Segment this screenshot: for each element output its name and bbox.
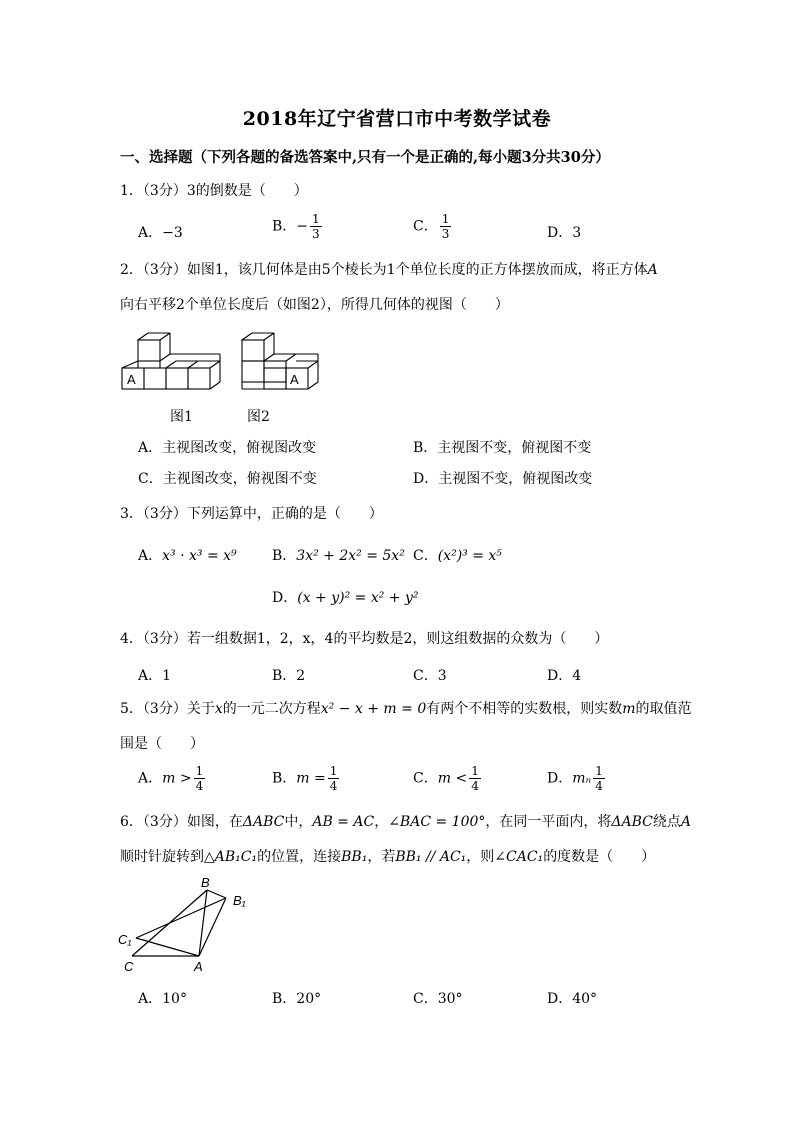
q6-option-a — [138, 988, 187, 1008]
option-prefix: m < — [437, 770, 468, 787]
question-score: （3分） — [142, 183, 187, 199]
question-text: 的度数是（ — [543, 849, 614, 865]
math-equation: ∠BAC = 100° — [388, 814, 486, 830]
section-heading: 一、选择题（下列各题的备选答案中,只有一个是正确的,每小题3分共30分） — [120, 149, 610, 166]
option-value: 20° — [296, 991, 322, 1007]
q3-option-a — [138, 545, 237, 565]
option-label: C． — [138, 471, 163, 487]
question-text: 向右平移2个单位长度后（如图2），所得几何体的视图（ — [120, 297, 467, 313]
fraction-denominator: 3 — [441, 227, 450, 241]
option-label: D． — [547, 991, 573, 1007]
option-value: 3x² + 2x² = 5x² — [296, 548, 405, 564]
fraction — [593, 765, 605, 792]
question-3 — [120, 503, 383, 523]
q6-option-b — [272, 988, 321, 1008]
question-text: 下列运算中，正确的是（ — [186, 506, 341, 522]
q2-option-b — [413, 437, 591, 457]
option-value: 10° — [162, 991, 187, 1007]
option-value: 主视图不变，俯视图不变 — [437, 440, 592, 456]
question-text: 关于 — [186, 701, 215, 717]
option-label: C． — [413, 991, 438, 1007]
q5-option-d — [547, 765, 605, 792]
triangle-figure — [112, 876, 272, 976]
question-2-line-1 — [120, 259, 658, 279]
q5-option-b — [272, 765, 339, 792]
math-segment: BB₁ — [341, 849, 368, 865]
question-score: （3分） — [142, 631, 187, 647]
question-score: （3分） — [142, 506, 187, 522]
question-text: 的位置，连接 — [257, 849, 342, 865]
option-value: 1 — [162, 668, 172, 684]
question-text: 的取值范 — [635, 701, 692, 717]
triangle-labels — [118, 876, 246, 974]
question-text: ，若 — [367, 849, 396, 865]
option-label: A． — [138, 770, 163, 787]
option-value: 主视图改变，俯视图改变 — [162, 440, 317, 456]
option-value: (x²)³ = x⁵ — [437, 548, 502, 564]
question-number: 2． — [120, 262, 143, 278]
question-4 — [120, 628, 608, 648]
q6-option-d — [547, 988, 597, 1008]
option-label: B． — [272, 991, 297, 1007]
option-label: C． — [413, 548, 438, 564]
question-close: ） — [641, 849, 656, 865]
label-a: A — [194, 959, 203, 974]
question-6-line-1 — [120, 811, 691, 831]
question-number: 4． — [120, 631, 143, 647]
fraction-numerator: 1 — [471, 764, 479, 778]
question-close: ） — [190, 736, 204, 752]
option-label: D． — [413, 471, 439, 487]
figure-1-cubes — [122, 333, 220, 389]
q3-option-d — [272, 587, 419, 607]
math-variable: A — [647, 262, 658, 278]
question-2-line-2 — [120, 294, 509, 314]
q4-option-b — [272, 665, 305, 685]
question-6-line-2 — [120, 846, 655, 866]
option-prefix: mₙ — [572, 770, 592, 787]
option-label: C． — [413, 218, 438, 235]
fraction-numerator: 1 — [595, 764, 603, 778]
question-close: ） — [594, 631, 609, 647]
fraction-denominator: 3 — [312, 227, 320, 241]
option-value: 40° — [572, 991, 598, 1007]
figure-1-caption: 图1 — [170, 409, 193, 425]
option-label: D． — [547, 668, 573, 684]
option-prefix: m = — [296, 770, 326, 787]
question-close: ） — [293, 183, 308, 199]
figure-2-cubes — [242, 333, 318, 389]
fraction-denominator: 4 — [595, 779, 603, 793]
option-label: B． — [272, 548, 297, 564]
option-value: 30° — [437, 991, 463, 1007]
question-number: 1． — [120, 183, 143, 199]
fraction — [310, 213, 322, 240]
fraction-denominator: 4 — [329, 779, 338, 793]
question-text: 有两个不相等的实数根，则实数 — [426, 701, 623, 717]
question-5-line-1 — [120, 698, 692, 718]
label-c: C — [124, 959, 134, 974]
option-label: A． — [138, 548, 163, 564]
question-score: （3分） — [142, 262, 187, 278]
q6-option-c — [413, 988, 463, 1008]
question-close: ） — [494, 297, 509, 313]
math-triangle: ΔABC — [611, 814, 653, 830]
fraction-numerator: 1 — [441, 212, 450, 226]
math-triangle: AB₁C₁ — [214, 849, 258, 865]
option-label: D． — [272, 590, 298, 606]
q1-option-c — [413, 213, 451, 240]
cube-figures — [118, 328, 323, 398]
cube-a-label: A — [127, 372, 136, 387]
option-value: 2 — [296, 668, 306, 684]
q5-option-c — [413, 765, 481, 792]
option-label: B． — [272, 668, 297, 684]
q2-option-d — [413, 468, 592, 488]
math-angle: ∠CAC₁ — [494, 849, 544, 865]
question-text: ，在同一平面内，将 — [485, 814, 612, 830]
question-text: 顺时针旋转到△ — [120, 849, 215, 865]
option-label: C． — [413, 770, 438, 787]
question-text: 如图1，该几何体是由5个棱长为1个单位长度的正方体摆放而成，将正方体 — [186, 262, 648, 278]
question-text: 绕点 — [652, 814, 681, 830]
option-label: B． — [272, 770, 297, 787]
label-b: B — [201, 876, 210, 890]
label-c1: C₁ — [118, 932, 132, 947]
question-text: 若一组数据1，2，x，4的平均数是2，则这组数据的众数为（ — [186, 631, 567, 647]
option-label: B． — [272, 218, 297, 235]
option-prefix: m > — [162, 770, 192, 787]
option-label: D． — [547, 225, 573, 241]
option-value: −3 — [162, 225, 183, 241]
question-text: 中， — [284, 814, 313, 830]
question-text: ， — [374, 814, 389, 830]
option-value: 4 — [572, 668, 582, 684]
question-5-line-2 — [120, 733, 204, 753]
option-label: A． — [138, 225, 163, 241]
q2-option-a — [138, 437, 316, 457]
fraction — [328, 765, 340, 792]
question-number: 5． — [120, 701, 143, 717]
option-value: 3 — [437, 668, 447, 684]
fraction-numerator: 1 — [195, 764, 204, 778]
option-label: C． — [413, 668, 438, 684]
question-1 — [120, 180, 308, 200]
question-text: 如图，在 — [186, 814, 243, 830]
option-sign: − — [296, 218, 309, 235]
q4-option-c — [413, 665, 447, 685]
question-score: （3分） — [142, 701, 187, 717]
label-b1: B₁ — [233, 893, 246, 908]
math-variable: x — [214, 701, 223, 717]
option-label: A． — [138, 991, 163, 1007]
cube-a-label-moved: A — [290, 372, 299, 387]
option-value: x³ · x³ = x⁹ — [162, 548, 237, 564]
q2-option-c — [138, 468, 317, 488]
option-label: A． — [138, 668, 163, 684]
option-label: D． — [547, 770, 573, 787]
option-label: A． — [138, 440, 163, 456]
q1-option-a — [138, 222, 183, 242]
math-parallel: BB₁ // AC₁ — [395, 849, 467, 865]
math-variable: m — [622, 701, 636, 717]
option-value: 主视图不变，俯视图改变 — [438, 471, 593, 487]
q4-option-a — [138, 665, 171, 685]
fraction-numerator: 1 — [329, 764, 338, 778]
q1-option-d — [547, 222, 581, 242]
q1-option-b — [272, 213, 322, 240]
q3-option-b — [272, 545, 405, 565]
question-text: 的一元二次方程 — [222, 701, 321, 717]
fraction — [440, 213, 452, 240]
question-text: 3的倒数是（ — [186, 183, 266, 199]
math-equation: AB = AC — [312, 814, 375, 830]
question-text: ，则 — [466, 849, 495, 865]
question-number: 6． — [120, 814, 143, 830]
figure-2-caption: 图2 — [247, 409, 270, 425]
question-score: （3分） — [142, 814, 187, 830]
fraction-numerator: 1 — [312, 212, 320, 226]
fraction-denominator: 4 — [195, 779, 204, 793]
q4-option-d — [547, 665, 581, 685]
question-number: 3． — [120, 506, 143, 522]
option-value: (x + y)² = x² + y² — [297, 590, 419, 606]
math-variable: A — [680, 814, 691, 830]
question-text: 围是（ — [120, 736, 162, 752]
option-value: 3 — [572, 225, 582, 241]
fraction-denominator: 4 — [471, 779, 479, 793]
triangle-lines — [132, 890, 226, 956]
page-title: 2018年辽宁省营口市中考数学试卷 — [242, 108, 552, 130]
math-triangle: ΔABC — [242, 814, 285, 830]
q3-option-c — [413, 545, 502, 565]
math-equation: x² − x + m = 0 — [320, 701, 427, 717]
fraction — [194, 765, 206, 792]
question-close: ） — [368, 506, 383, 522]
fraction — [469, 765, 481, 792]
q5-option-a — [138, 765, 205, 792]
option-value: 主视图改变，俯视图不变 — [162, 471, 317, 487]
option-label: B． — [413, 440, 438, 456]
